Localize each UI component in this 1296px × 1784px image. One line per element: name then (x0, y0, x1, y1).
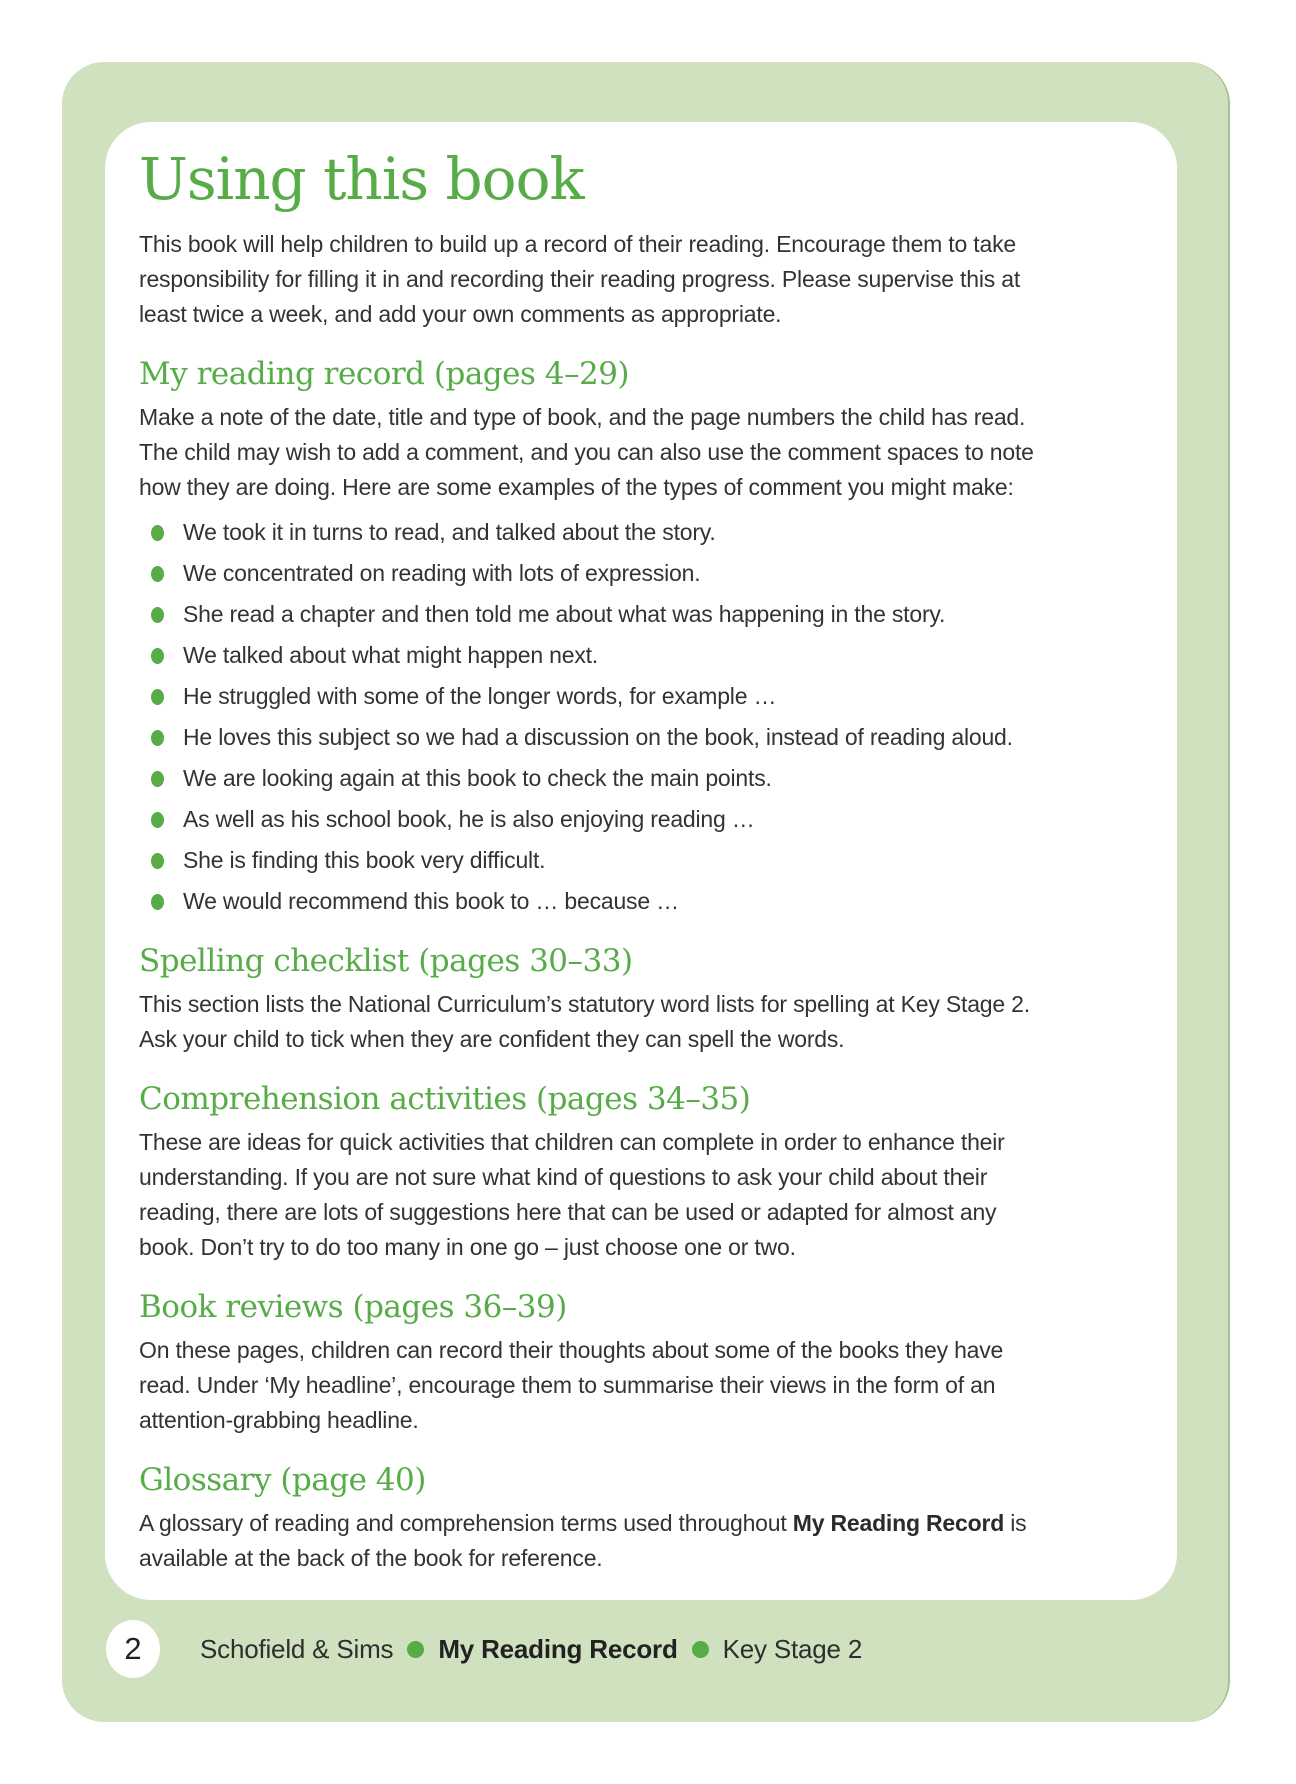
footer-key-stage: Key Stage 2 (722, 1633, 863, 1664)
section-paragraph: On these pages, children can record their thoughts about some of the books they have read. Under ‘My headline’, encourage them to summarise their views in the form of an attention-grabbing headline. (139, 1336, 1004, 1433)
bullet-text: We took it in turns to read, and talked about the story. (183, 518, 716, 545)
section-heading: Book reviews (pages 36–39) (139, 1288, 567, 1325)
bullet-text: She read a chapter and then told me about what was happening in the story. (183, 600, 946, 627)
footer-text (200, 1634, 862, 1665)
page-number: 2 (124, 1631, 142, 1666)
section-heading: Glossary (page 40) (139, 1461, 426, 1498)
bullet-text: He loves this subject so we had a discussion on the book, instead of reading aloud. (183, 723, 1013, 750)
list-item (151, 515, 1117, 550)
list-item (151, 597, 1117, 632)
page-number-badge (106, 1620, 160, 1678)
footer-separator-dot-icon (407, 1641, 424, 1658)
section-spelling-checklist (139, 943, 1117, 1057)
bullet-dot-icon (151, 771, 164, 787)
bullet-text: As well as his school book, he is also enjoying reading … (183, 805, 755, 832)
bullet-dot-icon (151, 689, 164, 705)
list-item (151, 638, 1117, 673)
bullet-dot-icon (151, 730, 164, 746)
section-paragraph: This section lists the National Curriculum’s statutory word lists for spelling at Key Stage 2. Ask your child to tick when they are confident they can spell the words. (139, 990, 1030, 1052)
bullet-text: We would recommend this book to … because … (183, 887, 679, 914)
comment-examples-list (139, 515, 1117, 919)
content-card (105, 122, 1177, 1600)
bullet-dot-icon (151, 566, 164, 582)
section-paragraph (139, 1506, 1034, 1576)
section-glossary (139, 1462, 1117, 1576)
page-background (62, 62, 1230, 1722)
publisher-name: Schofield & Sims (200, 1633, 394, 1664)
bullet-text: She is finding this book very difficult. (183, 846, 546, 873)
list-item (151, 761, 1117, 796)
section-paragraph: These are ideas for quick activities that children can complete in order to enhance their understanding. If you are not sure what kind of questions to ask your child about their reading, there are lots of suggestions here that can be used or adapted for almost any book. Don’t try to do too many in one go – just choose one or two. (139, 1128, 1005, 1260)
glossary-text-prefix: A glossary of reading and comprehension terms used throughout (139, 1509, 793, 1536)
bullet-dot-icon (151, 648, 164, 664)
list-item (151, 843, 1117, 878)
footer-book-title: My Reading Record (438, 1633, 678, 1664)
list-item (151, 556, 1117, 591)
section-heading: My reading record (pages 4–29) (139, 355, 630, 392)
section-comprehension-activities (139, 1081, 1117, 1265)
section-paragraph: Make a note of the date, title and type of book, and the page numbers the child has read. The child may wish to add a comment, and you can also use the comment spaces to note how they are doing. Here are some examples of the types of comment you might make: (139, 403, 1034, 500)
bullet-dot-icon (151, 607, 164, 623)
bullet-text: We are looking again at this book to check the main points. (183, 764, 772, 791)
list-item (151, 720, 1117, 755)
bullet-dot-icon (151, 853, 164, 869)
list-item (151, 679, 1117, 714)
bullet-dot-icon (151, 812, 164, 828)
bullet-text: We concentrated on reading with lots of expression. (183, 559, 701, 586)
section-heading: Comprehension activities (pages 34–35) (139, 1080, 751, 1117)
section-heading: Spelling checklist (pages 30–33) (139, 942, 633, 979)
bullet-dot-icon (151, 894, 164, 910)
footer-separator-dot-icon (692, 1641, 709, 1658)
bullet-text: He struggled with some of the longer words, for example … (183, 682, 777, 709)
intro-paragraph: This book will help children to build up a record of their reading. Encourage them to take responsibility for filling it in and recording their reading progress. Please supervise this at least twice a week, and add your own comments as appropriate. (139, 230, 1021, 327)
bullet-dot-icon (151, 525, 164, 541)
list-item (151, 884, 1117, 919)
section-my-reading-record (139, 356, 1117, 919)
page-title: Using this book (139, 145, 584, 213)
glossary-book-title: My Reading Record (792, 1509, 1005, 1536)
bullet-text: We talked about what might happen next. (183, 641, 598, 668)
list-item (151, 802, 1117, 837)
glossary-text-suffix: is available at the back of the book for reference. (139, 1509, 1027, 1571)
section-book-reviews (139, 1289, 1117, 1438)
page-footer (106, 1620, 862, 1678)
